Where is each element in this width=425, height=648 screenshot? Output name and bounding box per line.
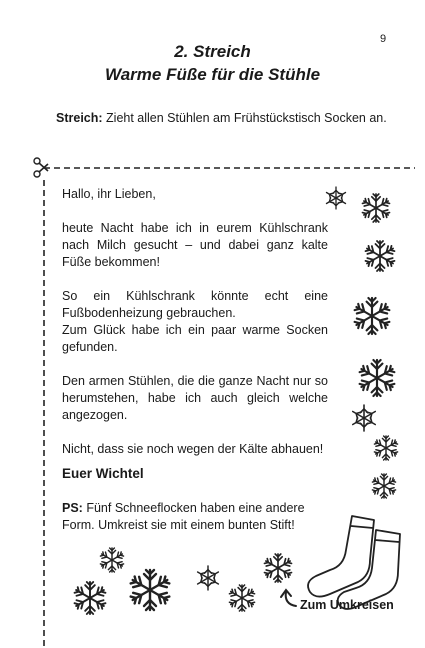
curved-arrow-icon (281, 590, 296, 606)
letter-paragraph: heute Nacht habe ich in eurem Kühlschrank nach Milch gesucht – und dabei ganz kalte Füße bekommen! (62, 221, 328, 269)
snowflake-icon (196, 566, 220, 590)
snowflake-icon (354, 298, 391, 334)
snowflake-icon (351, 405, 377, 431)
snowflake-icon (359, 360, 396, 396)
letter-paragraph: Den armen Stühlen, die die ganze Nacht nur so herumstehen, habe ich auch gleich welche angezogen. (62, 374, 328, 422)
socks-icon (308, 516, 400, 609)
page-number: 9 (380, 33, 387, 45)
title-line-1: 2. Streich (174, 42, 251, 61)
ps-label: PS: (62, 501, 83, 515)
snowflake-icon (264, 554, 292, 582)
snowflake-icon (325, 187, 347, 209)
snowflake-icon (372, 474, 396, 498)
letter-paragraph: Zum Glück habe ich ein paar warme Socken gefunden. (62, 323, 328, 354)
snowflake-icon (229, 585, 255, 611)
ps-text: Fünf Schneeflocken haben eine andere Form. Umkreist sie mit einem bunten Stift! (62, 501, 305, 532)
prank-text: Zieht allen Stühlen am Frühstückstisch Socken an. (106, 111, 387, 125)
letter-paragraph: Nicht, dass sie noch wegen der Kälte abhauen! (62, 442, 324, 456)
snowflake-icon (74, 582, 107, 614)
letter-signature: Euer Wichtel (62, 466, 144, 481)
prank-label: Streich: (56, 111, 103, 125)
snowflake-icon (362, 194, 390, 222)
title-line-2: Warme Füße für die Stühle (104, 65, 321, 84)
letter-greeting: Hallo, ihr Lieben, (62, 187, 156, 201)
letter-paragraph: So ein Kühlschrank könnte echt eine Fußbodenheizung gebrauchen. (62, 289, 328, 320)
snowflake-icon (100, 548, 124, 572)
snowflake-icon (130, 570, 171, 610)
snowflake-icon (365, 241, 395, 271)
circle-instruction-label: Zum Umkreisen (300, 598, 394, 612)
snowflake-icon (374, 436, 398, 460)
